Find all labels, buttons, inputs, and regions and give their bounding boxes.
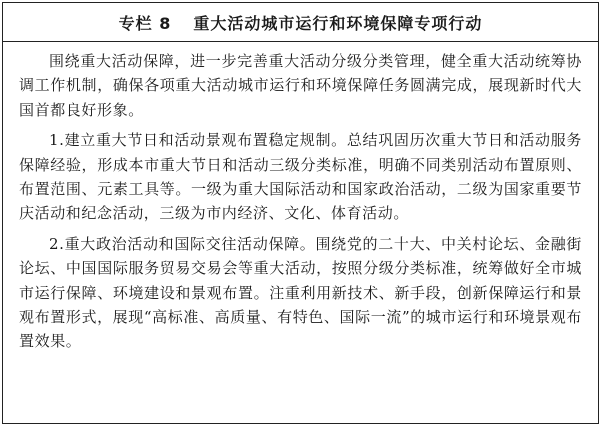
column-header — [3, 3, 598, 42]
intro-paragraph: 围绕重大活动保障，进一步完善重大活动分级分类管理，健全重大活动统筹协调工作机制，确保各项重大活动城市运行和环境保障任务圆满完成，展现新时代大国首都良好形象。 — [19, 52, 582, 119]
column-number: 专栏 8 — [118, 13, 172, 33]
column-title: 重大活动城市运行和环境保障专项行动 — [193, 13, 483, 33]
item-1-paragraph: 1.建立重大节日和活动景观布置稳定规制。总结巩固历次重大节日和活动服务保障经验，形成本市重大节日和活动三级分类标准，明确不同类别活动布置原则、布置范围、元素工具等。一级为重大国际活动和国家政治活动，二级为国家重要节庆活动和纪念活动，三级为市内经济、文化、体育活动。 — [19, 131, 582, 223]
item-2-paragraph: 2.重大政治活动和国际交往活动保障。围绕党的二十大、中关村论坛、金融街论坛、中国国际服务贸易交易会等重大活动，按照分级分类标准，统筹做好全市城市运行保障、环境建设和景观布置。注重利用新技术、新手段，创新保障运行和景观布置形式，展现“高标准、高质量、有特色、国际一流”的城市运行和环境景观布置效果。 — [19, 234, 582, 351]
column-box — [2, 2, 599, 424]
column-body — [3, 42, 598, 354]
